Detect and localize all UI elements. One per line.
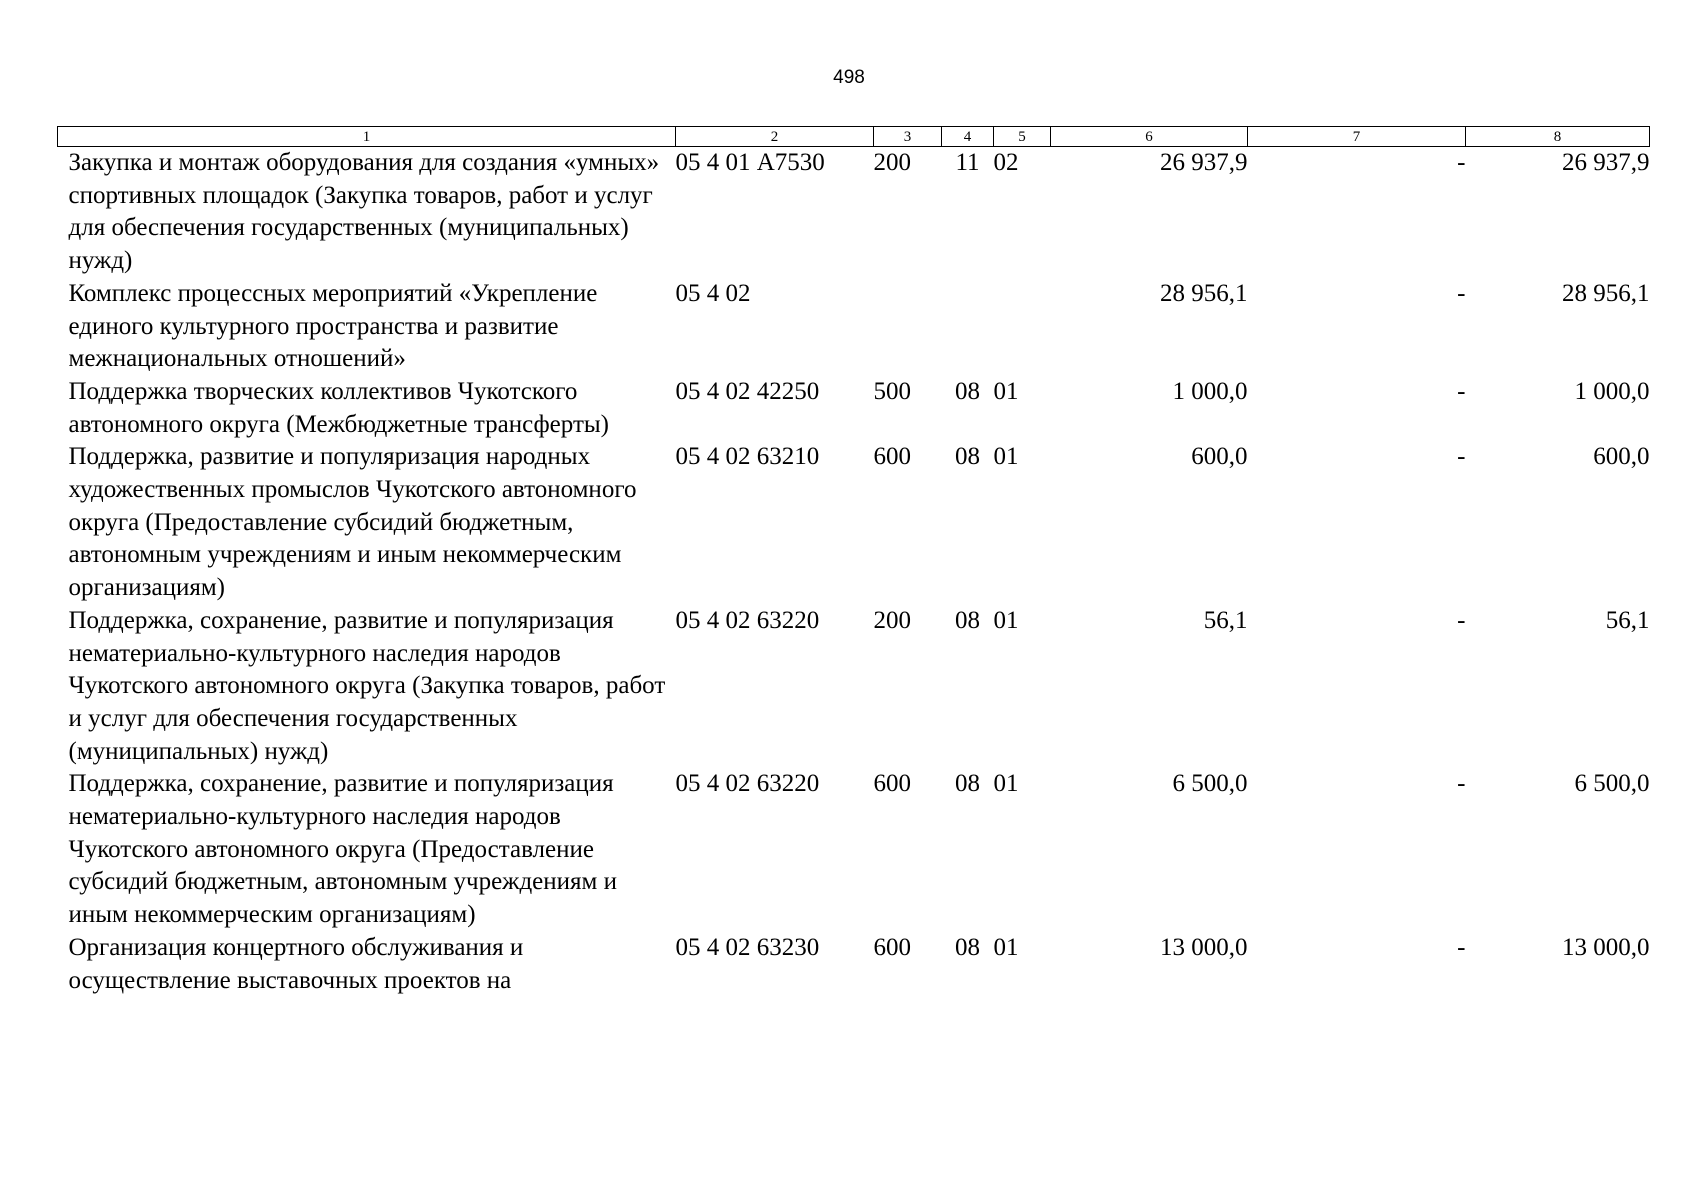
row-col-8: 6 500,0 bbox=[1574, 770, 1650, 798]
column-header-6: 6 bbox=[1051, 127, 1248, 147]
column-header-7: 7 bbox=[1248, 127, 1466, 147]
row-col-5 bbox=[994, 278, 1051, 376]
column-header-2: 2 bbox=[676, 127, 874, 147]
row-col-4 bbox=[942, 278, 994, 376]
row-col-8: 28 956,1 bbox=[1562, 279, 1650, 307]
row-col-6: 600,0 bbox=[1191, 443, 1248, 471]
row-col-4: 11 bbox=[955, 149, 980, 176]
row-col-7: - bbox=[1457, 279, 1466, 307]
column-number-row bbox=[58, 127, 1650, 147]
column-header bbox=[58, 127, 1650, 147]
budget-table bbox=[57, 126, 1650, 997]
row-col-4: 08 bbox=[955, 933, 980, 961]
row-name: Поддержка, сохранение, развитие и популяризация нематериально-культурного наследия народов Чукотского автономного округа (Предоставление субсидий бюджетным, автономным учреждениям и иным некоммерческим организациям) bbox=[68, 770, 617, 929]
row-col-8: 1 000,0 bbox=[1574, 377, 1650, 405]
table-body bbox=[58, 147, 1650, 998]
row-col-7: - bbox=[1457, 443, 1466, 471]
row-col-7: - bbox=[1457, 149, 1466, 176]
column-header-1: 1 bbox=[58, 127, 676, 147]
row-col-8: 600,0 bbox=[1593, 443, 1650, 471]
row-code: 05 4 02 63210 bbox=[675, 443, 820, 471]
column-header-5: 5 bbox=[994, 127, 1051, 147]
row-code: 05 4 02 42250 bbox=[675, 377, 820, 405]
row-name: Закупка и монтаж оборудования для создания «умных» спортивных площадок (Закупка товаров, работ и услуг для обеспечения государственных (муниципальных) нужд) bbox=[68, 149, 660, 275]
row-col-7: - bbox=[1457, 770, 1466, 798]
column-header-3: 3 bbox=[874, 127, 942, 147]
row-name: Поддержка, развитие и популяризация народных художественных промыслов Чукотского автономного округа (Предоставление субсидий бюджетным, автономным учреждениям и иным некоммерческим организациям) bbox=[68, 443, 637, 602]
table-row bbox=[58, 441, 1650, 605]
row-col-7: - bbox=[1457, 606, 1466, 634]
table-row bbox=[58, 278, 1650, 376]
row-col-4: 08 bbox=[955, 606, 980, 634]
row-col-3: 600 bbox=[873, 443, 911, 471]
row-col-5: 01 bbox=[993, 770, 1019, 798]
row-code: 05 4 02 63230 bbox=[675, 933, 820, 961]
table-row bbox=[58, 605, 1650, 769]
row-col-4: 08 bbox=[955, 770, 980, 798]
row-code: 05 4 02 bbox=[675, 279, 751, 307]
row-col-5: 01 bbox=[993, 443, 1019, 471]
row-col-5: 02 bbox=[993, 149, 1019, 176]
row-col-6: 56,1 bbox=[1203, 606, 1248, 634]
row-name: Поддержка, сохранение, развитие и популяризация нематериально-культурного наследия народов Чукотского автономного округа (Закупка товаров, работ и услуг для обеспечения государственных (муниципальных) нужд) bbox=[68, 606, 666, 765]
row-col-8: 26 937,9 bbox=[1562, 149, 1650, 176]
table-row bbox=[58, 768, 1650, 932]
row-col-6: 28 956,1 bbox=[1160, 279, 1248, 307]
row-code: 05 4 02 63220 bbox=[675, 606, 820, 634]
row-name: Поддержка творческих коллективов Чукотского автономного округа (Межбюджетные трансферты) bbox=[68, 377, 609, 438]
table-row bbox=[58, 376, 1650, 441]
column-header-4: 4 bbox=[942, 127, 994, 147]
row-col-6: 13 000,0 bbox=[1160, 933, 1248, 961]
row-col-7: - bbox=[1457, 377, 1466, 405]
row-name: Комплекс процессных мероприятий «Укрепление единого культурного пространства и развитие межнациональных отношений» bbox=[68, 279, 598, 373]
row-col-3: 200 bbox=[873, 606, 911, 634]
column-header-8: 8 bbox=[1466, 127, 1650, 147]
row-col-5: 01 bbox=[993, 606, 1019, 634]
row-col-8: 13 000,0 bbox=[1562, 933, 1650, 961]
row-col-3: 500 bbox=[873, 377, 911, 405]
page-number: 498 bbox=[833, 67, 865, 88]
row-col-6: 26 937,9 bbox=[1160, 149, 1248, 176]
row-col-3: 600 bbox=[873, 770, 911, 798]
row-col-6: 1 000,0 bbox=[1172, 377, 1248, 405]
row-col-4: 08 bbox=[955, 377, 980, 405]
row-col-3 bbox=[874, 278, 942, 376]
row-name: Организация концертного обслуживания и осуществление выставочных проектов на bbox=[68, 933, 524, 994]
table-row bbox=[58, 147, 1650, 278]
row-col-7: - bbox=[1457, 933, 1466, 961]
table-row bbox=[58, 932, 1650, 997]
row-col-3: 200 bbox=[873, 149, 911, 176]
row-col-5: 01 bbox=[993, 377, 1019, 405]
row-code: 05 4 01 А7530 bbox=[675, 149, 825, 176]
row-col-4: 08 bbox=[955, 443, 980, 471]
row-col-8: 56,1 bbox=[1605, 606, 1650, 634]
row-col-3: 600 bbox=[873, 933, 911, 961]
row-col-5: 01 bbox=[993, 933, 1019, 961]
row-code: 05 4 02 63220 bbox=[675, 770, 820, 798]
row-col-6: 6 500,0 bbox=[1172, 770, 1248, 798]
